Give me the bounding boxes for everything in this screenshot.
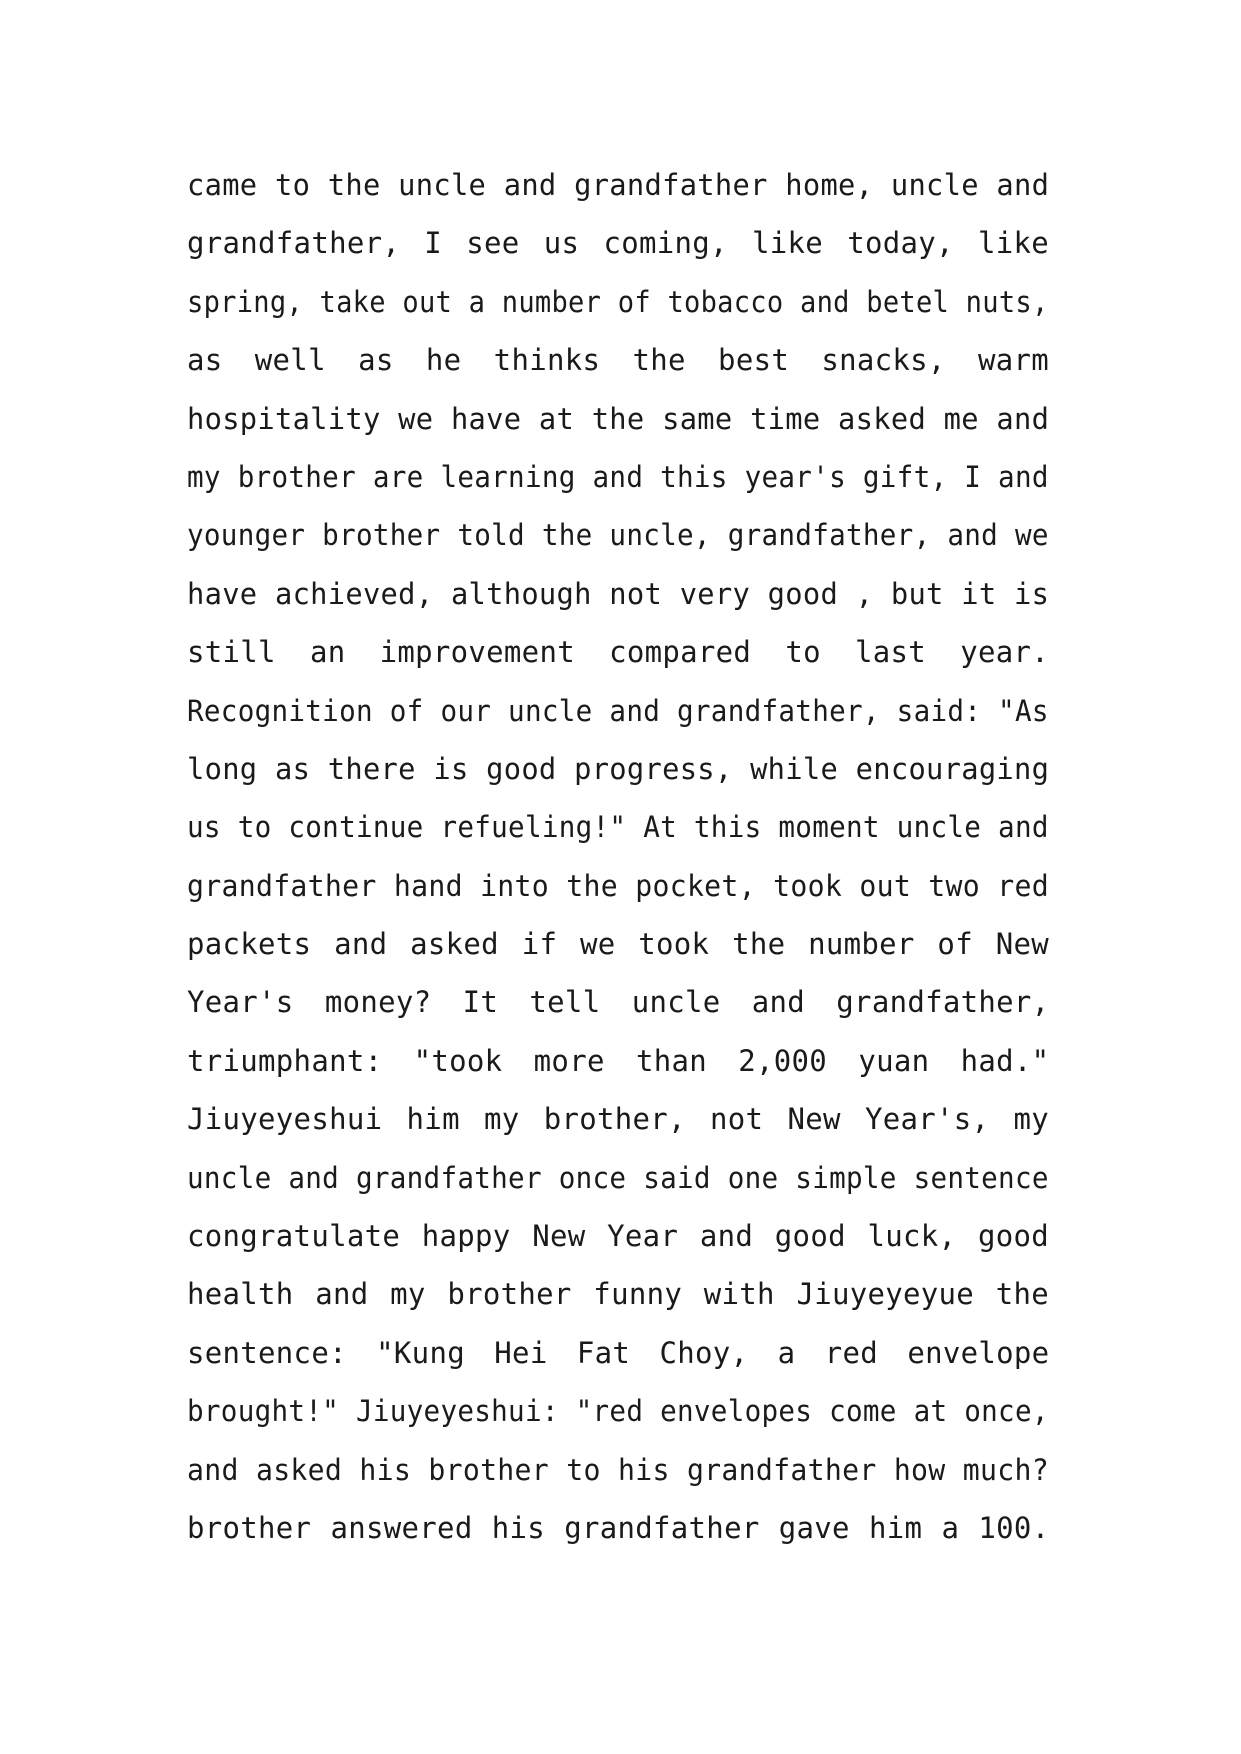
text-line: as well as he thinks the best snacks, warm xyxy=(187,343,1049,378)
text-line: Recognition of our uncle and grandfather, said: "As xyxy=(187,693,1049,728)
text-line: uncle and grandfather once said one simple sentence xyxy=(187,1160,1049,1195)
text-line: triumphant: "took more than 2,000 yuan had." xyxy=(187,1043,1050,1078)
text-line: sentence: "Kung Hei Fat Choy, a red envelope xyxy=(187,1335,1050,1370)
text-line: health and my brother funny with Jiuyeyeyue the xyxy=(187,1277,1049,1312)
text-line: younger brother told the uncle, grandfather, and we xyxy=(187,518,1049,553)
text-line: packets and asked if we took the number of New xyxy=(187,927,1049,962)
text-line: still an improvement compared to last year. xyxy=(187,635,1049,670)
text-line: brought!" Jiuyeyeshui: "red envelopes come at once, xyxy=(187,1394,1049,1429)
text-line: and asked his brother to his grandfather how much? xyxy=(187,1452,1049,1487)
text-line: my brother are learning and this year's gift, I and xyxy=(187,459,1049,494)
text-line: congratulate happy New Year and good luck, good xyxy=(187,1219,1049,1254)
text-line: Year's money? It tell uncle and grandfather, xyxy=(187,985,1050,1020)
text-line: hospitality we have at the same time asked me and xyxy=(187,401,1050,436)
text-line: long as there is good progress, while encouraging xyxy=(187,751,1050,786)
text-line: us to continue refueling!" At this moment uncle and xyxy=(187,810,1049,845)
text-line: have achieved, although not very good , but it is xyxy=(187,576,1050,611)
body-paragraph xyxy=(187,156,1049,1557)
text-line: grandfather, I see us coming, like today, like xyxy=(187,226,1049,261)
text-line: spring, take out a number of tobacco and betel nuts, xyxy=(187,284,1049,319)
text-line: Jiuyeyeshui him my brother, not New Year's, my xyxy=(187,1102,1049,1137)
text-line: grandfather hand into the pocket, took out two red xyxy=(187,868,1049,903)
text-line: brother answered his grandfather gave him a 100. xyxy=(187,1510,1050,1545)
text-line: came to the uncle and grandfather home, uncle and xyxy=(187,168,1050,202)
